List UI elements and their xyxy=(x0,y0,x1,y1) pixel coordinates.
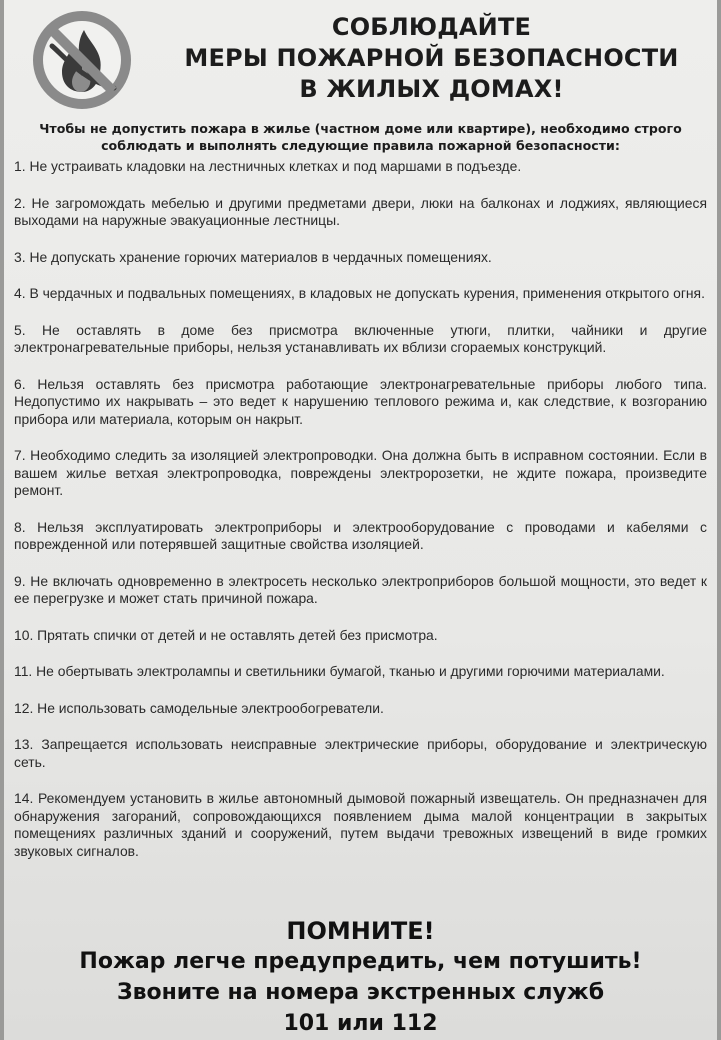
rule-item: 14. Рекомендуем установить в жилье автономный дымовой пожарный извещатель. Он предназначен для обнаружения загораний, сопровождающихся появлением дыма малой концентрации в закрытых помещениях различных зданий и сооружений, путем выдачи тревожных извещений в виде громких звуковых сигналов. xyxy=(14,790,707,859)
rule-item: 6. Нельзя оставлять без присмотра работающие электронагревательные приборы любого типа. Недопустимо их накрывать – это ведет к нарушению теплового режима и, как следствие, к возгоранию прибора или материала, которым он накрыт. xyxy=(14,375,707,427)
poster-sheet xyxy=(4,0,717,1040)
rule-item: 11. Не обертывать электролампы и светильники бумагой, тканью и другими горючими материалами. xyxy=(14,663,665,679)
remember-heading: ПОМНИТЕ! xyxy=(286,917,435,945)
rule-item: 7. Необходимо следить за изоляцией электропроводки. Она должна быть в исправном состоянии. Если в вашем жилье ветхая электропроводка, повреждены электророзетки, не ждите пожара, произведите ремонт. xyxy=(14,447,707,498)
rule-item: 4. В чердачных и подвальных помещениях, в кладовых не допускать курения, применения открытого огня. xyxy=(14,285,705,301)
title-line: МЕРЫ ПОЖАРНОЙ БЕЗОПАСНОСТИ xyxy=(184,44,679,72)
rule-item: 3. Не допускать хранение горючих материалов в чердачных помещениях. xyxy=(14,248,492,265)
rule-item: 9. Не включать одновременно в электросеть несколько электроприборов большой мощности, это ведет к ее перегрузке и может стать причиной пожара. xyxy=(14,572,707,606)
rule-item: 1. Не устраивать кладовки на лестничных клетках и под маршами в подъезде. xyxy=(14,158,522,174)
emergency-numbers: 101 или 112 xyxy=(283,1011,438,1036)
intro-text: Чтобы не допустить пожара в жилье (частном доме или квартире), необходимо строго соблюдать и выполнять следующие правила пожарной безопасности: xyxy=(39,121,682,153)
rule-item: 5. Не оставлять в доме без присмотра включенные утюги, плитки, чайники и другие электронагревательные приборы, нельзя устанавливать их вблизи сгораемых конструкций. xyxy=(14,321,707,355)
poster-header xyxy=(4,0,717,118)
poster-footer xyxy=(4,916,717,1039)
poster-title xyxy=(154,12,709,105)
rule-item: 13. Запрещается использовать неисправные электрические приборы, оборудование и электрическую сеть. xyxy=(14,736,707,770)
title-line: В ЖИЛЫХ ДОМАХ! xyxy=(299,75,564,103)
rule-item: 12. Не использовать самодельные электрообогреватели. xyxy=(14,699,384,716)
rule-item: 8. Нельзя эксплуатировать электроприборы и электрооборудование с проводами и кабелями с поврежденной или потерявшей защитные свойства изоляцией. xyxy=(14,518,707,552)
no-fire-icon xyxy=(28,6,136,114)
title-line: СОБЛЮДАЙТЕ xyxy=(331,13,532,41)
rule-item: 2. Не загромождать мебелью и другими предметами двери, люки на балконах и лоджиях, являющиеся выходами на наружные эвакуационные лестницы. xyxy=(14,194,707,228)
footer-slogan: Пожар легче предупредить, чем потушить! xyxy=(79,949,642,974)
rule-item: 10. Прятать спички от детей и не оставлять детей без присмотра. xyxy=(14,626,438,643)
footer-call-text: Звоните на номера экстренных служб xyxy=(116,980,605,1005)
rules-list xyxy=(14,158,707,860)
